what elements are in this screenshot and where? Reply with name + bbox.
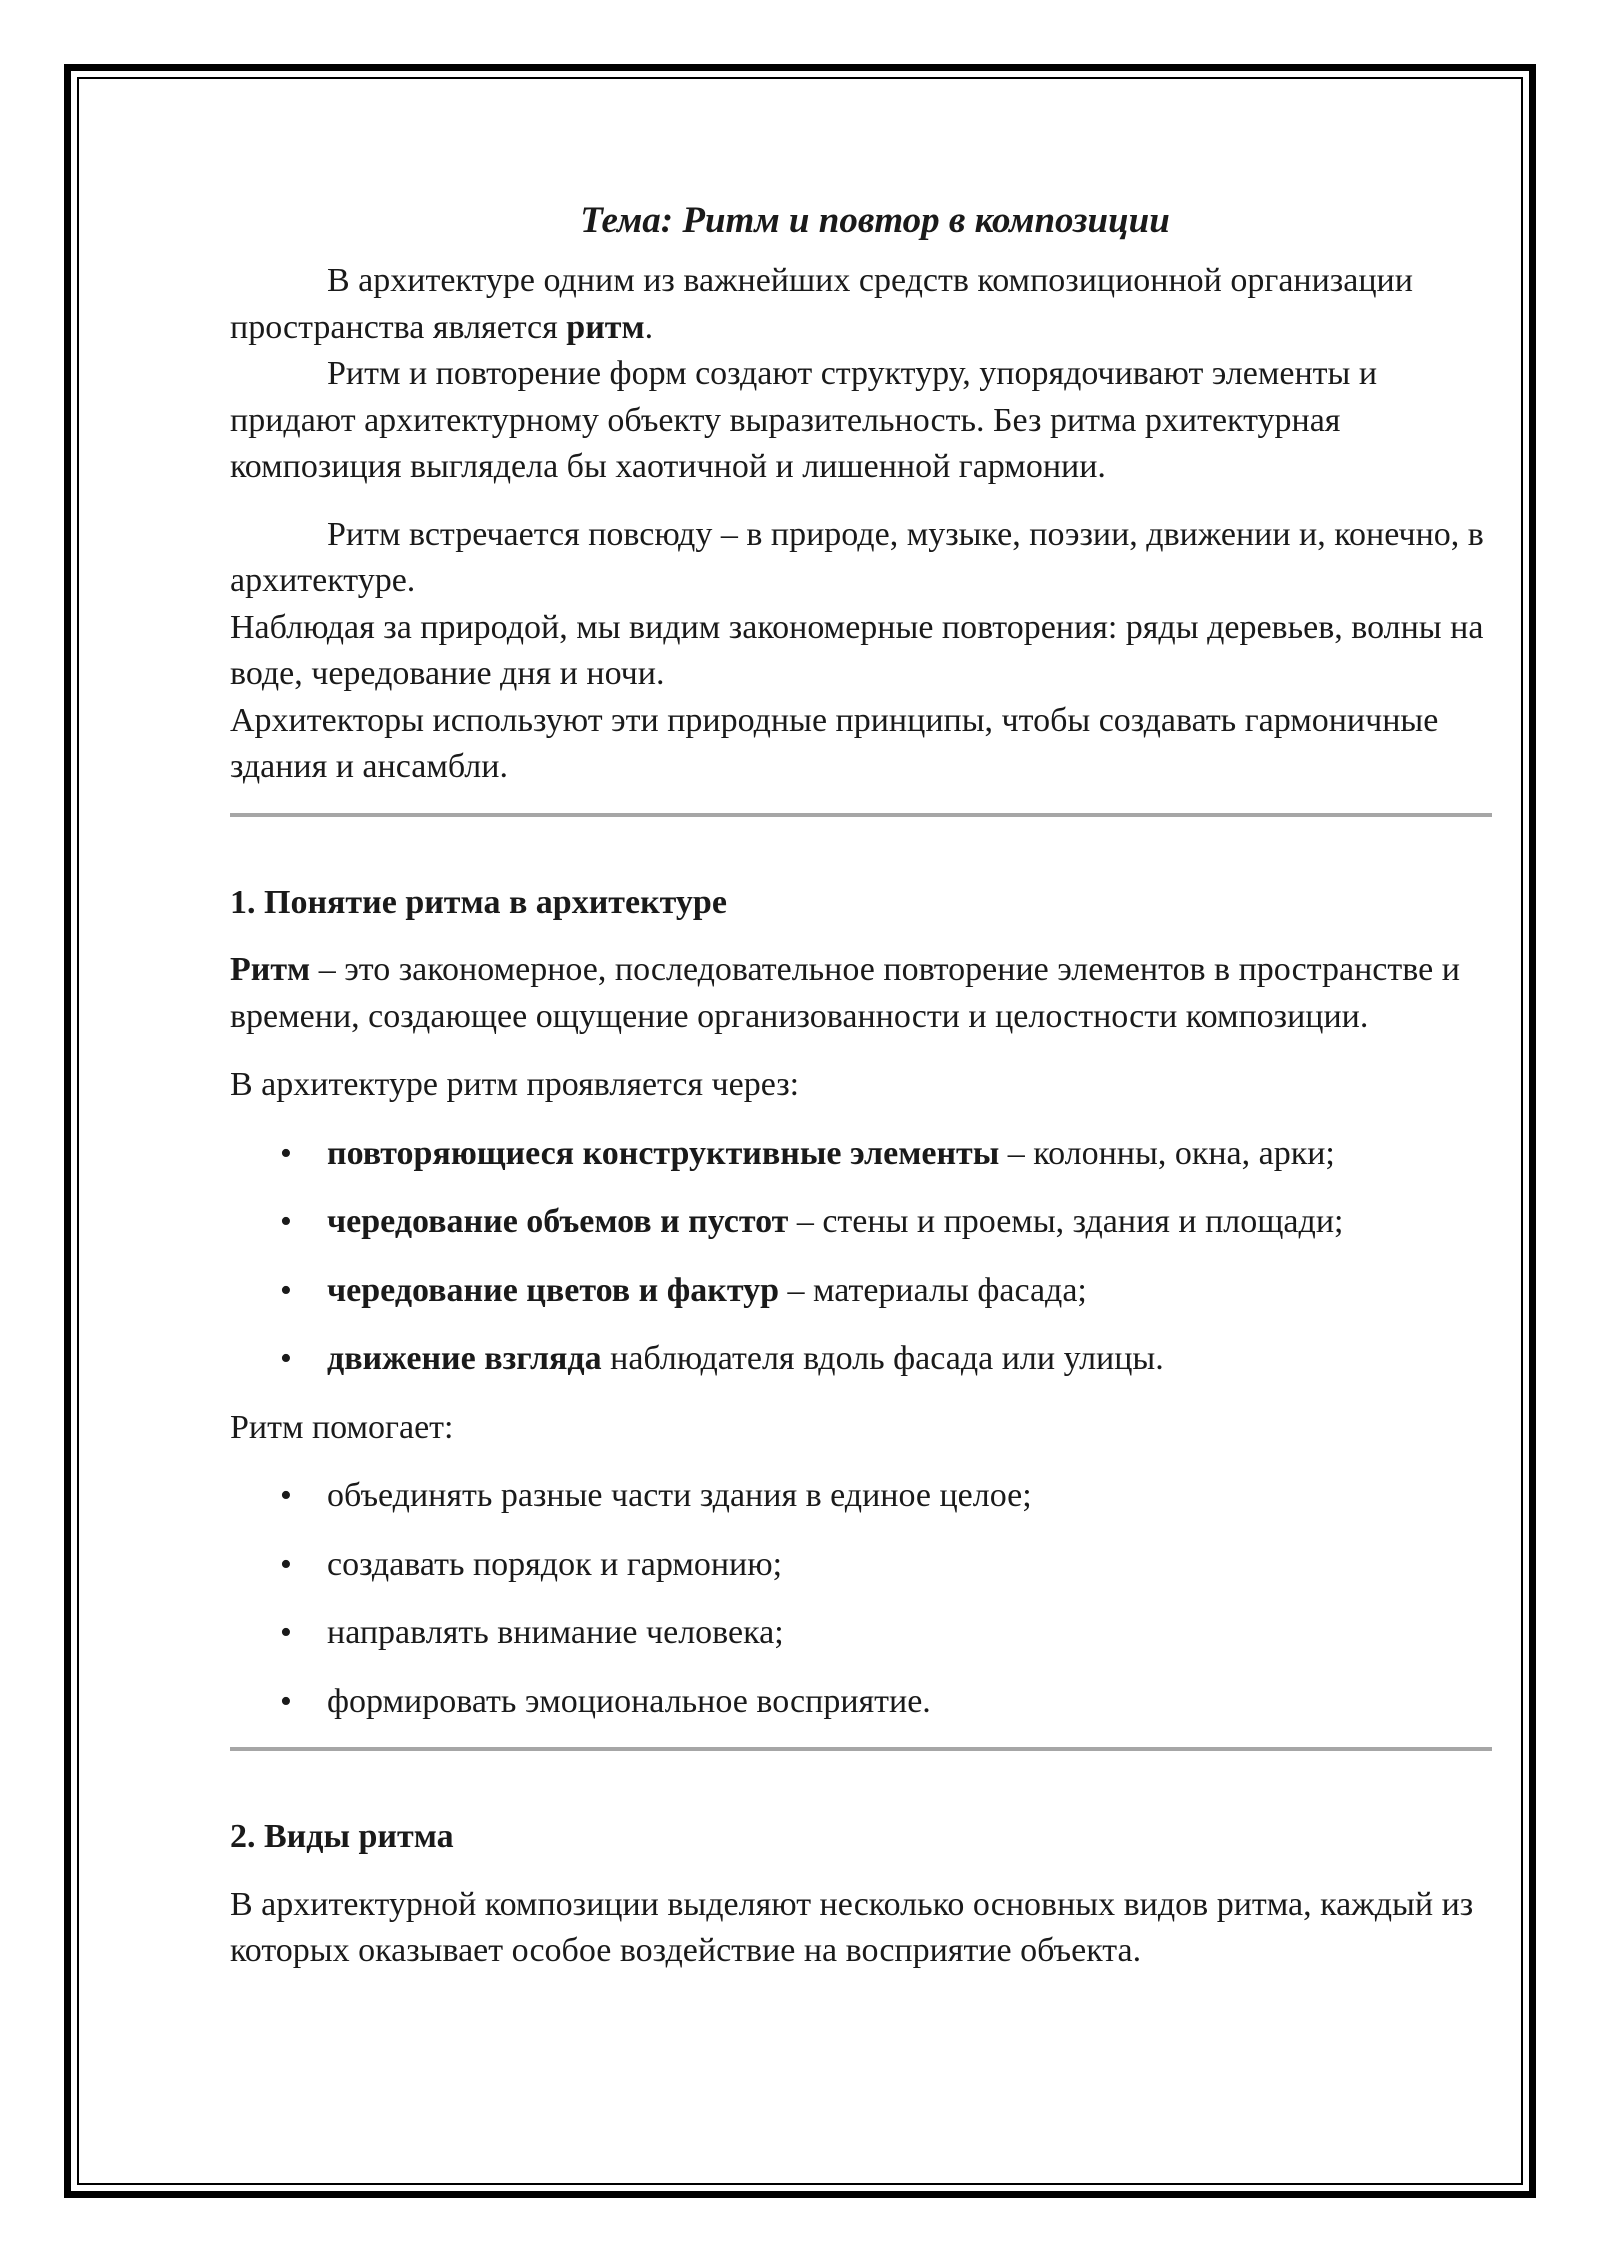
list-item-bold: движение взгляда	[327, 1340, 602, 1377]
intro-paragraph-3: Ритм встречается повсюду – в природе, музыке, поэзии, движении и, конечно, в архитектуре.	[230, 515, 1484, 599]
bullet-icon: •	[280, 1614, 292, 1651]
list-item	[230, 1199, 1492, 1246]
list-item-text: – стены и проемы, здания и площади;	[788, 1203, 1344, 1240]
intro-paragraph-2: Ритм и повторение форм создают структуру, упорядочивают элементы и придают архитектурному объекту выразительность. Без ритма рхитектурная композиция выглядела бы хаотичной и лишенной гармонии.	[230, 355, 1378, 485]
list-item	[230, 1542, 1492, 1589]
intro-paragraph-1	[230, 258, 1492, 351]
bullet-icon: •	[280, 1545, 292, 1583]
list-item	[230, 1610, 1492, 1657]
list-item	[230, 1473, 1492, 1520]
helps-list	[230, 1473, 1492, 1725]
list-item-text: создавать порядок и гармонию;	[327, 1545, 783, 1583]
bullet-icon: •	[280, 1271, 292, 1309]
list-item	[230, 1268, 1492, 1315]
bullet-icon: •	[280, 1203, 292, 1240]
rhythm-definition	[230, 947, 1492, 1040]
bullet-icon: •	[280, 1340, 292, 1377]
bullet-icon: •	[280, 1134, 292, 1172]
list-item	[230, 1336, 1492, 1383]
section-divider	[230, 813, 1492, 817]
list-item-text: наблюдателя вдоль фасада или улицы.	[601, 1340, 1164, 1377]
bullet-icon: •	[280, 1682, 292, 1720]
document-title: Тема: Ритм и повтор в композиции	[580, 200, 1170, 241]
intro-paragraph-4: Наблюдая за природой, мы видим закономерные повторения: ряды деревьев, волны на воде, чередование дня и ночи.	[230, 608, 1484, 692]
list-item-text: – колонны, окна, арки;	[999, 1134, 1335, 1172]
rhythm-definition-term: Ритм	[230, 951, 311, 988]
list-item-bold: чередование цветов и фактур	[327, 1271, 779, 1309]
list-item	[230, 1131, 1492, 1178]
manifests-intro: В архитектуре ритм проявляется через:	[230, 1066, 800, 1103]
section-2-heading: 2. Виды ритма	[230, 1818, 454, 1855]
helps-intro: Ритм помогает:	[230, 1408, 454, 1446]
section-1-heading: 1. Понятие ритма в архитектуре	[230, 883, 727, 921]
intro-paragraph-5: Архитекторы используют эти природные принципы, чтобы создавать гармоничные здания и ансамбли.	[230, 701, 1439, 785]
intro-p1-end: .	[644, 308, 654, 346]
document-body	[230, 196, 1492, 1975]
list-item-bold: повторяющиеся конструктивные элементы	[327, 1134, 1000, 1172]
bullet-icon: •	[280, 1477, 292, 1514]
list-item-text: направлять внимание человека;	[327, 1614, 784, 1651]
intro-p1-bold: ритм	[566, 308, 645, 346]
list-item-text: объединять разные части здания в единое целое;	[327, 1477, 1032, 1514]
manifests-list	[230, 1131, 1492, 1383]
rhythm-definition-text: – это закономерное, последовательное повторение элементов в пространстве и времени, создающее ощущение организованности и целостности композиции.	[230, 951, 1460, 1035]
section-2-text: В архитектурной композиции выделяют несколько основных видов ритма, каждый из которых оказывает особое воздействие на восприятие объекта.	[230, 1885, 1474, 1969]
list-item-text: – материалы фасада;	[778, 1271, 1087, 1309]
list-item-bold: чередование объемов и пустот	[327, 1203, 789, 1240]
intro-p1-text: В архитектуре одним из важнейших средств композиционной организации пространства является	[230, 262, 1413, 346]
list-item	[230, 1679, 1492, 1726]
list-item-text: формировать эмоциональное восприятие.	[327, 1682, 931, 1720]
section-divider	[230, 1747, 1492, 1751]
